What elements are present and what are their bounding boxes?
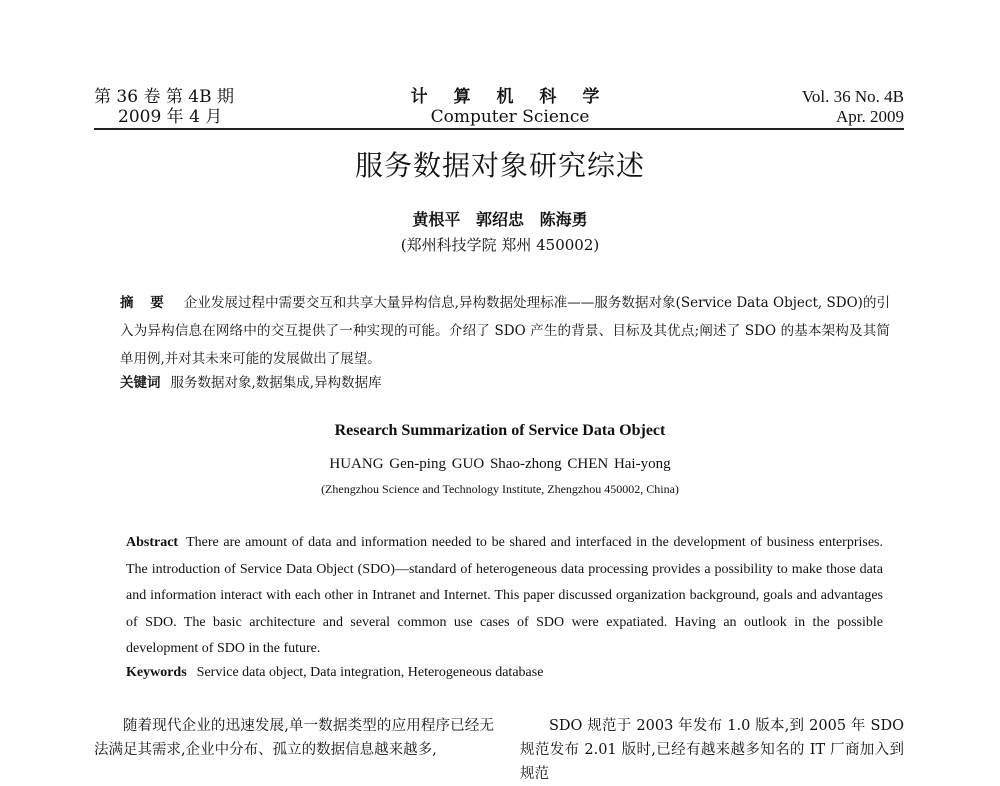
keywords-cn-label: 关键词 — [120, 375, 161, 391]
abstract-cn — [120, 289, 890, 373]
paper-title-en: Research Summarization of Service Data Object — [334, 422, 666, 439]
abstract-en-label: Abstract — [126, 535, 179, 550]
abstract-en-text: There are amount of data and information needed to be shared and interfaced in the development of business enterprises. The introduction of Service Data Object (SDO)—standard of heterogeneous data processing provides a possibility to make those data and information interact with each other in Intranet and Internet. This paper discussed organization background, goals and advantages of SDO. The basic architecture and several common use cases of SDO were expatiated. Having an outlook in the possible development of SDO in the future. — [126, 535, 883, 656]
affiliation-cn: (郑州科技学院 郑州 450002) — [400, 236, 600, 254]
volume-issue: 第 36 卷 第 4B 期 — [94, 87, 234, 107]
publication-date-en: Apr. 2009 — [836, 107, 904, 126]
authors-en: HUANG Gen-ping GUO Shao-zhong CHEN Hai-yong — [329, 456, 671, 472]
paper-title-cn: 服务数据对象研究综述 — [354, 149, 645, 182]
volume-issue-en: Vol. 36 No. 4B — [801, 87, 904, 106]
journal-volume-info-en — [802, 87, 904, 127]
abstract-cn-text: 企业发展过程中需要交互和共享大量异构信息,异构数据处理标准——服务数据对象(Service Data Object, SDO)的引入为异构信息在网络中的交互提供了一种实现的可能。介绍了 SDO 产生的背景、目标及其优点;阐述了 SDO 的基本架构及其简单用例,并对其未来可能的发展做出了展望。 — [120, 295, 891, 367]
body-right-column: SDO 规范于 2003 年发布 1.0 版本,到 2005 年 SDO 规范发布 2.01 版时,已经有越来越多知名的 IT 厂商加入到规范 — [520, 718, 904, 782]
keywords-en-label: Keywords — [126, 665, 187, 680]
keywords-cn-text: 服务数据对象,数据集成,异构数据库 — [170, 375, 382, 391]
publication-date-cn: 2009 年 4 月 — [118, 107, 223, 127]
abstract-cn-label: 摘 要 — [120, 295, 170, 311]
journal-name — [360, 87, 660, 127]
abstract-en — [126, 530, 883, 663]
journal-volume-info — [94, 87, 234, 127]
body-left-column: 随着现代企业的迅速发展,单一数据类型的应用程序已经无法满足其需求,企业中分布、孤立的数据信息越来越多, — [94, 718, 494, 758]
journal-name-cn: 计 算 机 科 学 — [410, 87, 610, 107]
affiliation-en: (Zhengzhou Science and Technology Institute, Zhengzhou 450002, China) — [321, 482, 679, 496]
journal-name-en: Computer Science — [430, 107, 590, 127]
keywords-en-text: Service data object, Data integration, Heterogeneous database — [196, 665, 544, 680]
authors-cn: 黄根平 郭绍忠 陈海勇 — [412, 210, 588, 229]
header-rule — [94, 128, 904, 130]
keywords-cn — [120, 373, 890, 393]
keywords-en — [126, 663, 883, 683]
